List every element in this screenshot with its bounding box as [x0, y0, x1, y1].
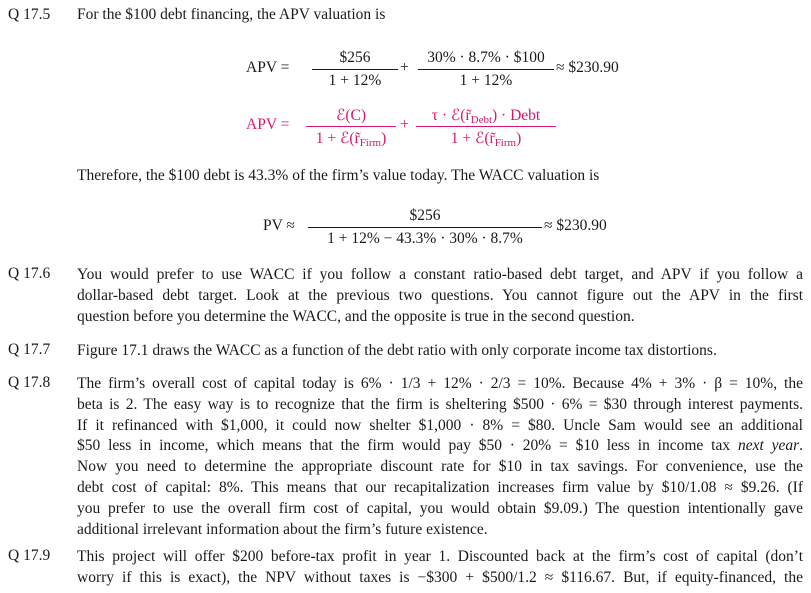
- eq1-denominator-2: 1 + 12%: [459, 72, 513, 89]
- eq2-fraction-bar-2: [416, 126, 556, 127]
- eq1-lhs: APV =: [246, 59, 290, 76]
- eq1-numerator-1: $256: [339, 49, 371, 66]
- eq2-fraction-bar-1: [306, 126, 396, 127]
- q17-8-next-year-italic: next year: [737, 437, 800, 455]
- q17-8-answer: [77, 374, 803, 540]
- eq3-numerator: $256: [409, 207, 441, 224]
- eq1-plus: +: [400, 59, 409, 76]
- q17-8-line-1: The firm’s overall cost of capital today is 6% · 1/3 + 12% · 2/3 = 10%. Because 4% + 3% · β = 10%, the: [77, 375, 803, 392]
- q17-6-line-3: question before you determine the WACC, and the opposite is true in the second question.: [77, 307, 635, 325]
- q17-8-line-7: you prefer to use the overall firm cost of capital, you would obtain $9.09.) The question intentionally gave: [77, 499, 803, 517]
- q17-9-line-2: worry if this is exact), the NPV without taxes is −$300 + $500/1.2 ≈ $116.67. But, if equity-financed, the: [77, 568, 803, 586]
- eq2-plus: +: [400, 116, 409, 133]
- q17-9-answer: [77, 547, 803, 589]
- q17-5-intro: For the $100 debt financing, the APV valuation is: [77, 6, 386, 23]
- eq1-result: ≈ $230.90: [556, 59, 619, 76]
- eq2-numerator-2: $\tau \cdot ℰ(r̃_{Debt})$ · Debt: [431, 107, 541, 126]
- q17-6-line-1: You would prefer to use WACC if you follow a constant ratio-based debt target, and APV if you follow a: [77, 266, 803, 283]
- q17-6-line-2: dollar-based debt target. Look at the previous two questions. You cannot figure out the APV in the first: [77, 286, 803, 304]
- eq3-result: ≈ $230.90: [544, 217, 607, 234]
- q17-7-line-1: Figure 17.1 draws the WACC as a function of the debt ratio with only corporate income tax distortions.: [77, 342, 717, 359]
- q17-8-line-4: $50 less in income, which means that the firm would pay $50 · 20% = $10 less in income tax next year.: [77, 437, 804, 455]
- q17-6-answer: [77, 265, 803, 327]
- q17-8-line-6: debt cost of capital: 8%. This means that our recapitalization increases firm value by $10/1.08 ≈ $9.26. (If: [77, 478, 803, 496]
- q17-8-line-2: beta is 2. The easy way is to recognize that the firm is sheltering $500 · 6% = $30 through interest payments.: [77, 395, 803, 413]
- eq1-numerator-2: 30% · 8.7% · $100: [427, 49, 545, 66]
- eq3-lhs: PV ≈: [263, 217, 295, 234]
- eq2-denominator-2: $1 + ℰ(r̃_{Firm})$: [450, 130, 522, 149]
- question-number-17-5: Q 17.5: [8, 6, 51, 23]
- q17-7-answer: [77, 341, 803, 362]
- question-number-17-9: Q 17.9: [8, 547, 51, 564]
- q17-8-line-3: If it refinanced with $1,000, it could now shelter $1,000 · 8% = $80. Uncle Sam would see an additional: [77, 416, 803, 434]
- question-number-17-6: Q 17.6: [8, 265, 51, 282]
- question-number-17-7: Q 17.7: [8, 341, 51, 358]
- eq2-lhs: APV =: [246, 116, 290, 133]
- q17-8-line-5: Now you need to determine the appropriate discount rate for $10 in tax savings. For convenience, use the: [77, 458, 803, 476]
- eq1-fraction-bar-2: [418, 69, 554, 70]
- eq2-numerator-1: ℰ(C): [335, 107, 367, 124]
- eq1-denominator-1: 1 + 12%: [328, 72, 382, 89]
- q17-5-therefore-text: Therefore, the $100 debt is 43.3% of the firm’s value today. The WACC valuation is: [77, 167, 600, 184]
- q17-8-line-8: additional irrelevant information about the firm’s future existence.: [77, 520, 488, 538]
- q17-9-line-1: This project will offer $200 before-tax profit in year 1. Discounted back at the firm’s cost of capital (don’t: [77, 548, 803, 565]
- eq1-fraction-bar-1: [312, 69, 398, 70]
- eq3-denominator: 1 + 12% − 43.3% · 30% · 8.7%: [327, 230, 523, 247]
- eq2-denominator-1: $1 + ℰ(r̃_{Firm})$: [315, 130, 387, 149]
- question-number-17-8: Q 17.8: [8, 374, 51, 391]
- eq3-fraction-bar: [308, 227, 542, 228]
